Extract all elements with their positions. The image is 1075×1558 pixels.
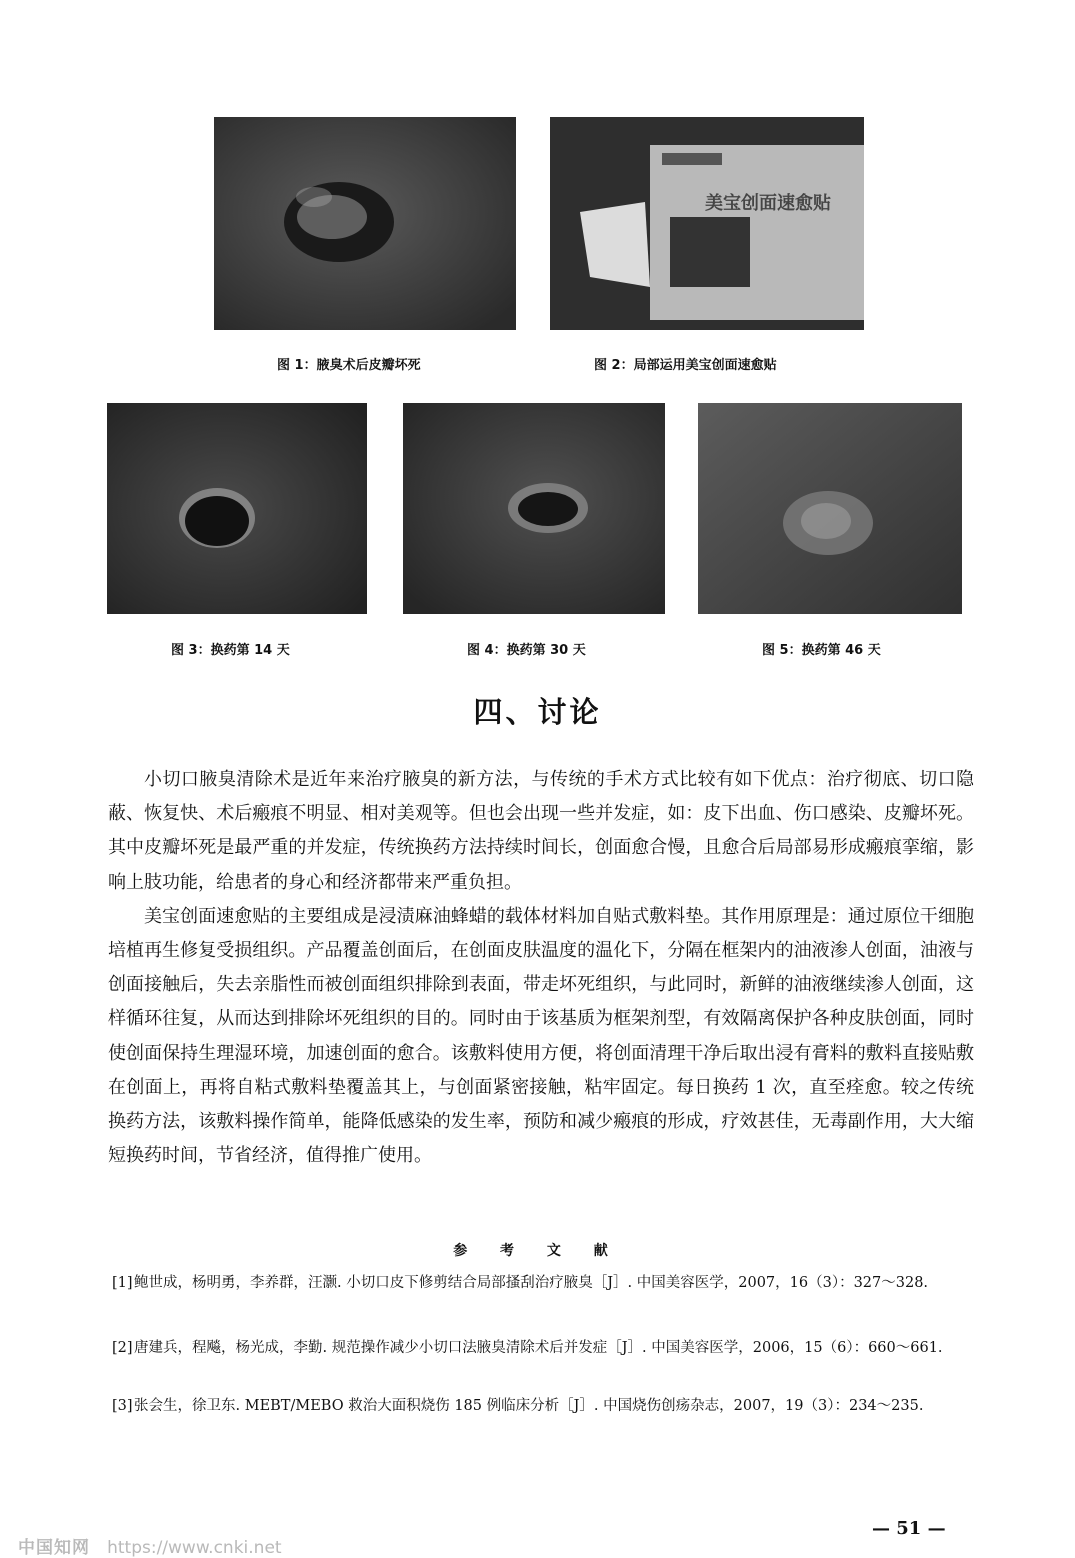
reference-2 bbox=[112, 1334, 972, 1362]
figure-4-photo bbox=[403, 403, 665, 614]
section-title: 四、讨论 bbox=[473, 695, 602, 729]
figure-5-photo bbox=[698, 403, 962, 614]
figure-3-photo bbox=[107, 403, 367, 614]
figure-2-caption: 图 2：局部运用美宝创面速愈贴 bbox=[594, 358, 777, 373]
reference-number: [2] bbox=[112, 1340, 133, 1356]
reference-number: [1] bbox=[112, 1275, 133, 1291]
reference-1 bbox=[112, 1269, 972, 1297]
reference-text: 鲍世成，杨明勇，李养群，汪灏. 小切口皮下修剪结合局部搔刮治疗腋臭［J］. 中国美容医学，2007，16（3）：327～328. bbox=[134, 1275, 929, 1291]
reference-number: [3] bbox=[112, 1398, 133, 1414]
reference-text: 张会生，徐卫东. MEBT/MEBO 救治大面积烧伤 185 例临床分析［J］. 中国烧伤创疡杂志，2007，19（3）：234～235. bbox=[134, 1398, 924, 1414]
references-title: 参 考 文 献 bbox=[453, 1243, 622, 1259]
figure-2-photo-label: 美宝创面速愈贴 bbox=[705, 193, 831, 214]
figure-1-photo bbox=[214, 117, 516, 330]
figure-4-caption: 图 4：换药第 30 天 bbox=[467, 643, 586, 658]
body-text bbox=[108, 763, 974, 1173]
paragraph-2: 美宝创面速愈贴的主要组成是浸渍麻油蜂蜡的载体材料加自贴式敷料垫。其作用原理是：通过原位干细胞培植再生修复受损组织。产品覆盖创面后，在创面皮肤温度的温化下，分隔在框架内的油液渗人创面，油液与创面接触后，失去亲脂性而被创面组织排除到表面，带走坏死组织，与此同时，新鲜的油液继续渗人创面，这样循环往复，从而达到排除坏死组织的目的。同时由于该基质为框架剂型，有效隔离保护各种皮肤创面，同时使创面保持生理湿环境，加速创面的愈合。该敷料使用方便，将创面清理干净后取出浸有膏料的敷料直接贴敷在创面上，再将自粘式敷料垫覆盖其上，与创面紧密接触，粘牢固定。每日换药 1 次，直至痊愈。较之传统换药方法，该敷料操作简单，能降低感染的发生率，预防和减少瘢痕的形成，疗效甚佳，无毒副作用，大大缩短换药时间，节省经济，值得推广使用。 bbox=[108, 905, 974, 1167]
reference-3 bbox=[112, 1392, 972, 1420]
paragraph-1: 小切口腋臭清除术是近年来治疗腋臭的新方法，与传统的手术方式比较有如下优点：治疗彻底、切口隐蔽、恢复快、术后瘢痕不明显、相对美观等。但也会出现一些并发症，如：皮下出血、伤口感染、皮瓣坏死。其中皮瓣坏死是最严重的并发症，传统换药方法持续时间长，创面愈合慢，且愈合后局部易形成瘢痕挛缩，影响上肢功能，给患者的身心和经济都带来严重负担。 bbox=[108, 769, 974, 893]
footer-brand: 中国知网 bbox=[18, 1538, 90, 1558]
footer-url[interactable]: https://www.cnki.net bbox=[107, 1538, 282, 1558]
figure-5-caption: 图 5：换药第 46 天 bbox=[762, 643, 881, 658]
figure-1-caption: 图 1：腋臭术后皮瓣坏死 bbox=[277, 358, 421, 373]
figure-3-caption: 图 3：换药第 14 天 bbox=[171, 643, 290, 658]
figure-2-photo bbox=[550, 117, 864, 330]
reference-text: 唐建兵，程飚，杨光成，李勤. 规范操作减少小切口法腋臭清除术后并发症［J］. 中国美容医学，2006，15（6）：660～661. bbox=[134, 1340, 943, 1356]
footer-watermark bbox=[18, 1533, 282, 1558]
page-number: — 51 — bbox=[872, 1518, 946, 1539]
